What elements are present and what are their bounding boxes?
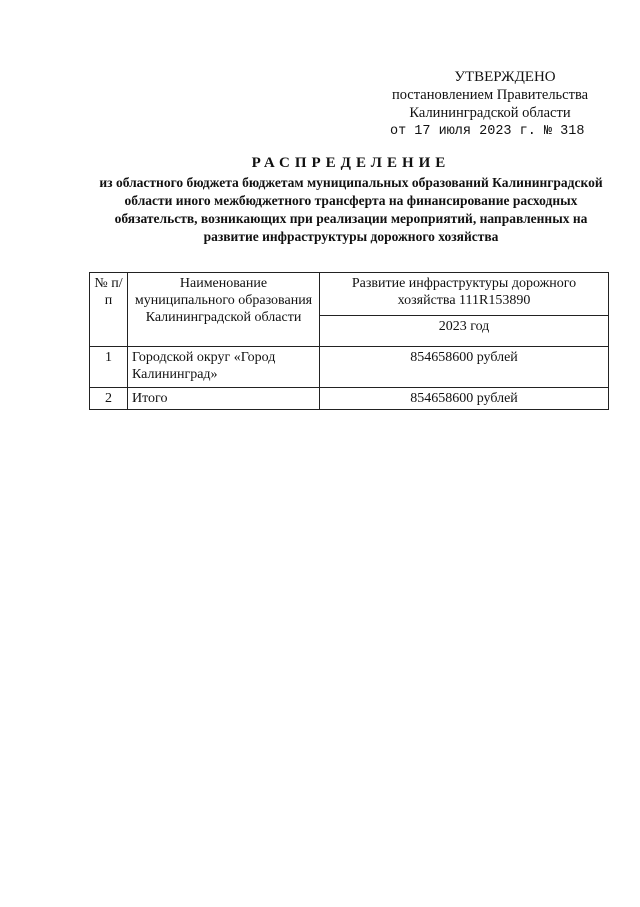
approval-stamp [360,68,620,141]
approval-heading: УТВЕРЖДЕНО [454,69,556,85]
approval-issuer: постановлением Правительства [391,87,589,103]
table-header-row [90,273,609,316]
row-name: Городской округ «Город Калининград» [128,347,320,388]
distribution-table [89,272,609,410]
header-year: 2023 год [320,316,609,347]
row-num: 1 [90,347,128,388]
title-subtitle: из областного бюджета бюджетам муниципальных образований Калининградской области иного межбюджетного трансферта на финансирование расходных обязательств, возникающих при реализации мероприятий, направленных на развитие инфраструктуры дорожного хозяйства [99,175,603,244]
approval-region: Калининградской области [409,105,571,121]
document-title [90,153,612,246]
row-amount: 854658600 рублей [320,347,609,388]
approval-date-number: от 17 июля 2023 г. № 318 [390,124,585,139]
row-name: Итого [128,388,320,410]
row-num: 2 [90,388,128,410]
header-group: Развитие инфраструктуры дорожного хозяйства 111R153890 [320,273,609,316]
row-amount: 854658600 рублей [320,388,609,410]
table-row [90,388,609,410]
header-num: № п/п [90,273,128,347]
title-main: РАСПРЕДЕЛЕНИЕ [251,155,451,171]
header-name: Наименование муниципального образования Калининградской области [128,273,320,347]
table-row [90,347,609,388]
